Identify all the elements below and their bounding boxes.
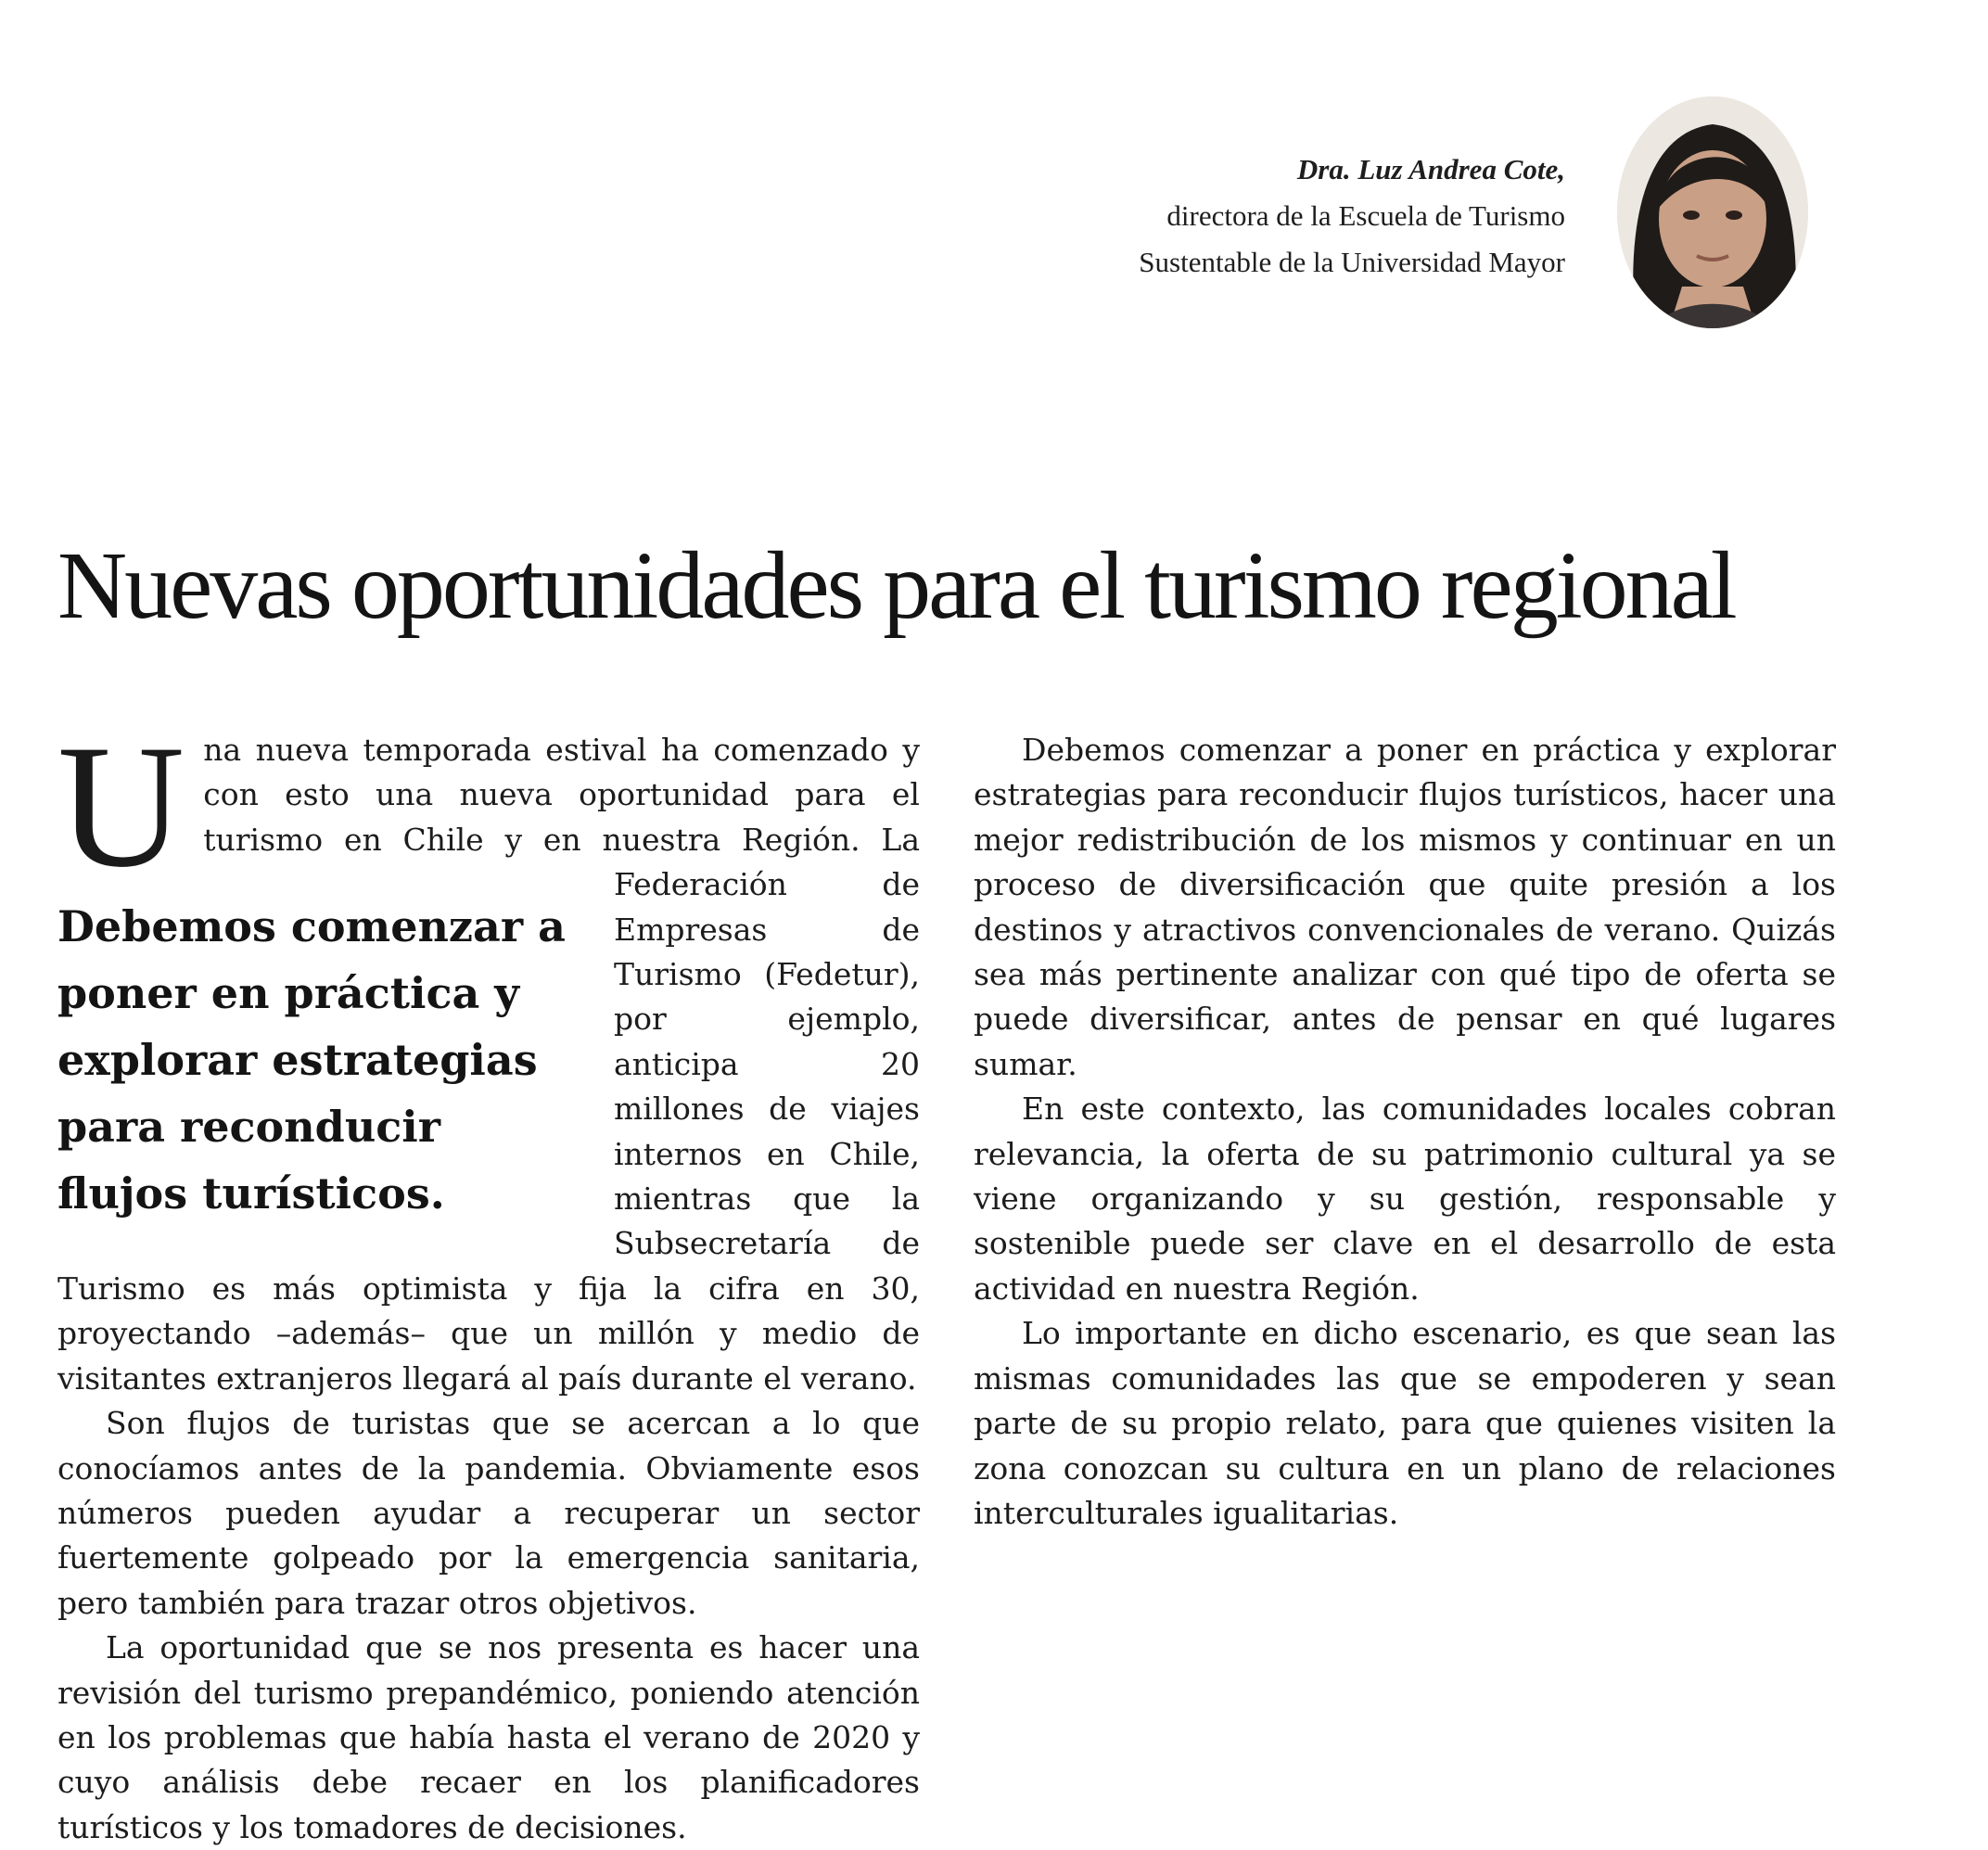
author-photo [1617,96,1808,328]
drop-cap: U [57,709,185,904]
paragraph-5: En este contexto, las comunidades locales cobran relevancia, la oferta de su patrimonio cultural ya se viene organizando y su gestión, responsable y sostenible puede ser clave en el desarrollo de esta actividad en nuestra Región. [974,1091,1836,1307]
author-portrait-icon [1617,96,1808,328]
article-column-left [57,709,920,1850]
pull-quote: Debemos comenzar a poner en práctica y explorar estrategias para reconducir flujos turísticos. [57,901,566,1218]
paragraph-6: Lo importante en dicho escenario, es que sean las mismas comunidades las que se empoderen y sean parte de su propio relato, para que quienes visiten la zona conozcan su cultura en un plano de relaciones interculturales igualitarias. [974,1315,1836,1531]
paragraph-3: La oportunidad que se nos presenta es hacer una revisión del turismo prepandémico, poniendo atención en los problemas que había hasta el verano de 2020 y cuyo análisis debe recaer en los planificadores turísticos y los tomadores de decisiones. [57,1629,920,1845]
author-role-line2: Sustentable de la Universidad Mayor [1139,246,1565,278]
author-name: Dra. Luz Andrea Cote, [1296,153,1565,185]
author-byline [1139,147,1565,286]
article-headline: Nuevas oportunidades para el turismo regional [57,532,1735,639]
author-role-line1: directora de la Escuela de Turismo [1166,199,1565,232]
paragraph-4: Debemos comenzar a poner en práctica y explorar estrategias para reconducir flujos turísticos, hacer una mejor redistribución de los mismos y continuar en un proceso de diversificación que quite presión a los destinos y atractivos convencionales de verano. Quizás sea más pertinente analizar con qué tipo de oferta se puede diversificar, antes de pensar en qué lugares sumar. [974,732,1836,1082]
paragraph-1: na nueva temporada estival ha comenzado y con esto una nueva oportunidad para el turismo en Chile y en nuestra Región. La Federación de Empresas de Turismo (Fedetur), por ejemplo, anticipa 20 millones de viajes internos en Chile, mientras que la Subsecretaría de Turismo es más optimista y fija la cifra en 30, proyectando –además– que un millón y medio de visitantes extranjeros llegará al país durante el verano. [57,732,920,1397]
article-column-right [974,728,1836,1536]
paragraph-2: Son flujos de turistas que se acercan a lo que conocíamos antes de la pandemia. Obviamente esos números pueden ayudar a recuperar un sector fuertemente golpeado por la emergencia sanitaria, pero también para trazar otros objetivos. [57,1405,920,1621]
